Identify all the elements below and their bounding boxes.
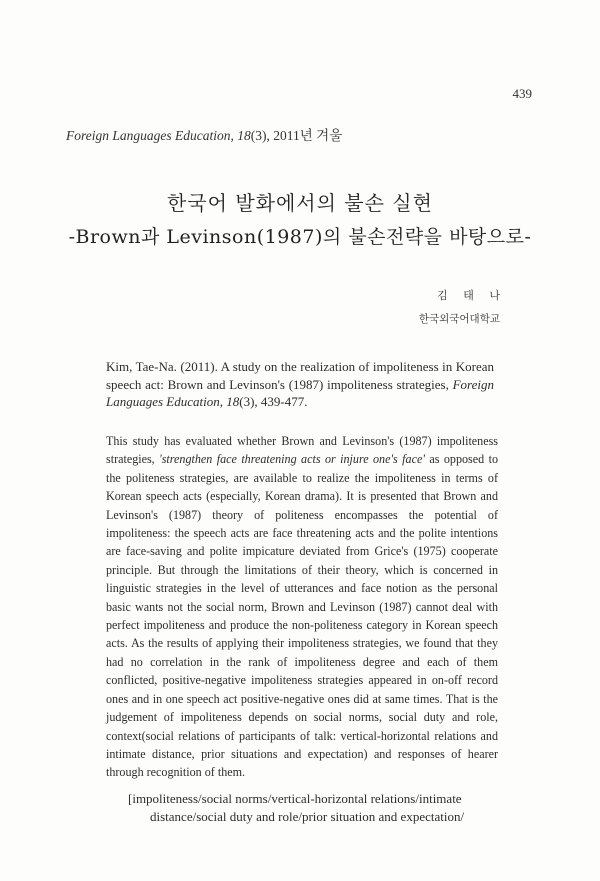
page-number: 439 [512,86,532,101]
keywords [128,790,508,826]
author-block [418,287,506,326]
title-line-2: -Brown과 Levinson(1987)의 불손전략을 바탕으로- [68,226,532,248]
title-line-1: 한국어 발화에서의 불손 실현 [167,191,433,215]
journal-issue-season: (3), 2011년 겨울 [250,128,343,143]
citation-volume: 18 [226,394,240,409]
abstract [106,432,498,782]
author-affiliation: 한국외국어대학교 [418,313,500,325]
citation-journal-name: Foreign Languages Education, [106,376,495,409]
abstract-text-1: This study has evaluated whether Brown and Levinson's (1987) impoliteness strategies, [106,434,498,467]
citation-text: Kim, Tae-Na. (2011). A study on the realization of impoliteness in Korean speech act: Brown and Levinson's (1987) impoliteness strategies, [106,359,494,392]
abstract-text-2: as opposed to the politeness strategies, are available to realize the impoliteness in terms of Korean speech acts (especially, Korean drama). It is presented that Brown and Levinson's (1987) theory of politeness encompasses the potential of impoliteness: the speech acts are face threatening acts and the polite intentions are face-saving and polite impicature deviated from Grice's (1975) cooperate principle. But through the limitations of their theory, which is concerned in linguistic strategies in the level of utterances and face notion as the personal basic wants not the social norm, Brown and Levinson (1987) cannot deal with perfect impoliteness and produce the non-politeness category in Korean speech acts. As the results of applying their impoliteness strategies, we found that they had no correlation in the rank of impoliteness degree and each of them conflicted, positive-negative impoliteness strategies appeared in on-off record ones and in one speech act positive-negative ones did at same times. That is the judgement of impoliteness depends on social norms, social duty and role, context(social relations of participants of talk: vertical-horizontal relations and intimate distance, prior situations and expectation) and responses of hearer through recognition of them. [106,452,498,780]
paper-title [40,190,560,250]
journal-header [66,124,342,144]
citation-pages: (3), 439-477. [239,394,308,409]
keywords-line-1: [impoliteness/social norms/vertical-horizontal relations/intimate [128,791,462,806]
journal-volume: 18 [237,128,251,143]
journal-name: Foreign Languages Education, [66,128,234,143]
citation [106,358,494,411]
author-name: 김 태 나 [437,289,506,302]
abstract-italic-quote: 'strengthen face threatening acts or injure one's face' [159,452,425,467]
keywords-line-2: distance/social duty and role/prior situation and expectation/ [150,809,465,824]
